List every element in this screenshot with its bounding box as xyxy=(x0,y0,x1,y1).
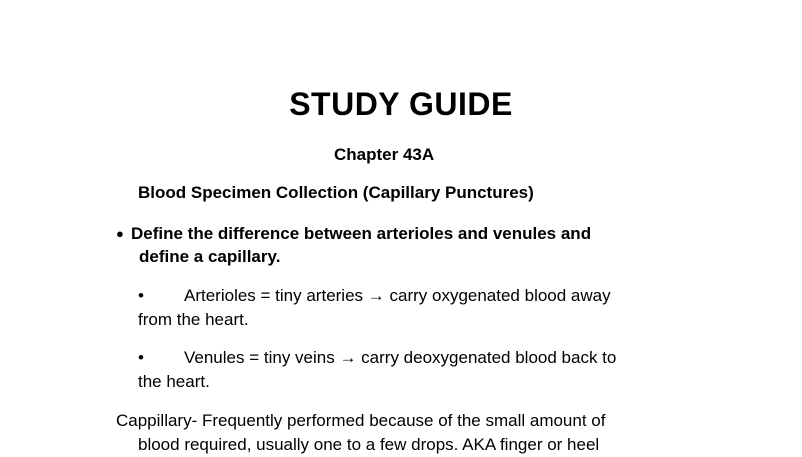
capillary-line-1: Cappillary- Frequently performed because of the small amount of xyxy=(116,411,606,430)
answer-arterioles-line-1: Arterioles = tiny arteries → carry oxygenated blood away xyxy=(184,286,611,305)
chapter-heading: Chapter 43A xyxy=(334,145,435,164)
capillary-line-2: blood required, usually one to a few drops. AKA finger or heel xyxy=(138,435,600,454)
answer-venules xyxy=(138,346,698,394)
answer-venules-line-1: Venules = tiny veins → carry deoxygenated blood back to xyxy=(184,348,617,367)
section-subtitle: Blood Specimen Collection (Capillary Punctures) xyxy=(138,183,534,202)
answer-venules-line-2: the heart. xyxy=(138,372,210,391)
answer-bullet: • xyxy=(138,286,144,305)
question-bullet: ● xyxy=(116,226,124,241)
question-line-2: define a capillary. xyxy=(139,247,281,266)
page-title: STUDY GUIDE xyxy=(289,86,513,122)
question-line-1: Define the difference between arterioles and venules and xyxy=(131,224,592,243)
capillary-paragraph xyxy=(116,409,696,457)
answer-bullet: • xyxy=(138,348,144,367)
question-text xyxy=(131,222,691,268)
answer-arterioles xyxy=(138,284,698,332)
answer-arterioles-line-2: from the heart. xyxy=(138,310,249,329)
